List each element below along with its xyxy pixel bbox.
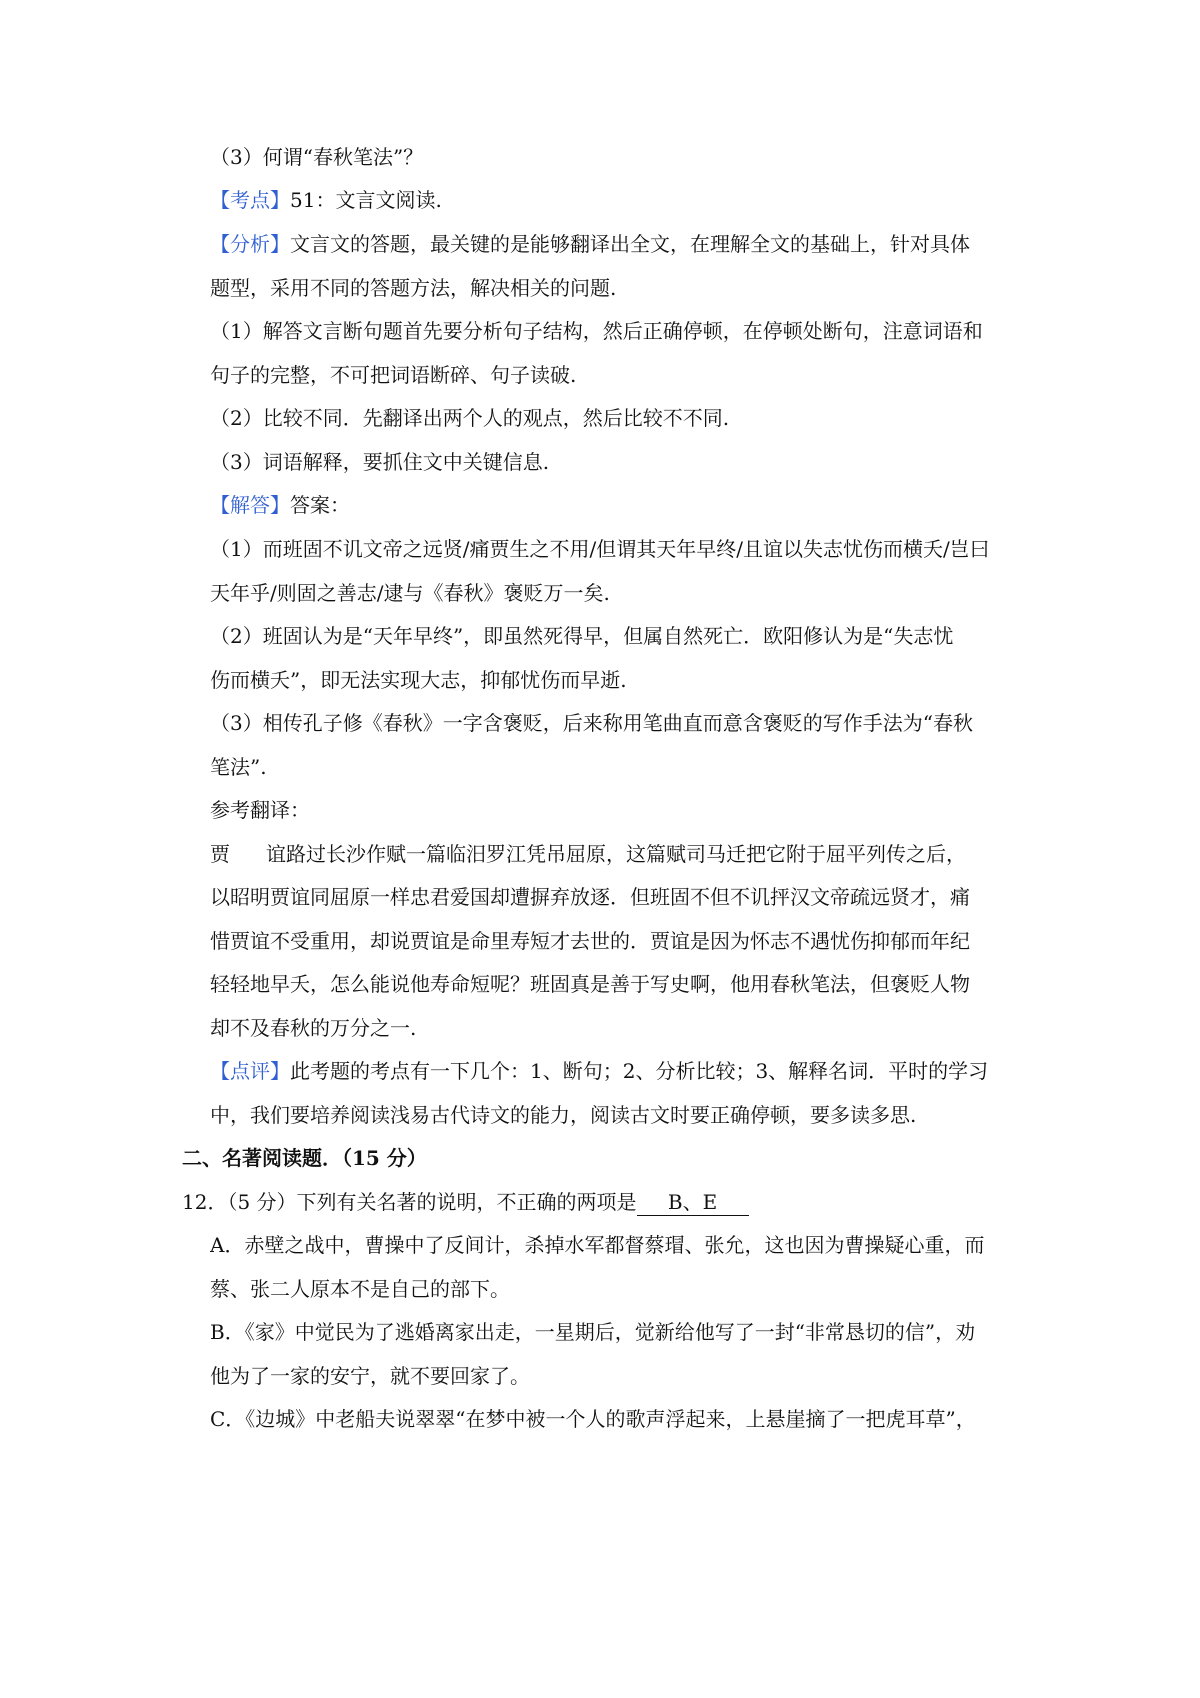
- jieda-line: [210, 490, 1030, 520]
- dianping-text-1: 此考题的考点有一下几个：1、断句；2、分析比较；3、解释名词．平时的学习: [290, 1059, 989, 1083]
- fenxi-line-2: 题型，采用不同的答题方法，解决相关的问题.: [210, 276, 617, 300]
- fenxi-line-1: [210, 229, 1030, 259]
- translation-line-1: [210, 839, 1030, 869]
- fenxi-point-2: （2）比较不同．先翻译出两个人的观点，然后比较不不同.: [210, 406, 730, 430]
- translation-line-2: 以昭明贾谊同屈原一样忠君爱国却遭摒弃放逐．但班固不但不讥抨汉文帝疏远贤才，痛: [210, 885, 970, 909]
- question-3-text: （3）何谓“春秋笔法”？: [210, 145, 424, 169]
- translation-line-4: 轻轻地早夭，怎么能说他寿命短呢？班固真是善于写史啊，他用春秋笔法，但褒贬人物: [210, 972, 970, 996]
- answer-2a: （2）班固认为是“天年早终”，即虽然死得早，但属自然死亡．欧阳修认为是“失志忧: [210, 624, 954, 648]
- question-12-prompt: 12．（5 分）下列有关名著的说明，不正确的两项是: [182, 1190, 637, 1214]
- option-a-line-1: A．赤壁之战中，曹操中了反间计，杀掉水军都督蔡瑁、张允，这也因为曹操疑心重，而: [210, 1233, 985, 1257]
- answer-3a: （3）相传孔子修《春秋》一字含褒贬，后来称用笔曲直而意含褒贬的写作手法为“春秋: [210, 711, 973, 735]
- answer-1b: 天年乎/则固之善志/逮与《春秋》褒贬万一矣.: [210, 581, 610, 605]
- question-12-answer: B、E: [637, 1189, 749, 1216]
- option-c-line-1: C．《边城》中老船夫说翠翠“在梦中被一个人的歌声浮起来，上悬崖摘了一把虎耳草”，: [210, 1407, 976, 1431]
- kaodian-tag: 【考点】: [210, 188, 290, 212]
- translation-line-5: 却不及春秋的万分之一.: [210, 1016, 417, 1040]
- option-b-line-2: 他为了一家的安宁，就不要回家了。: [210, 1364, 530, 1388]
- fenxi-point-1b: 句子的完整，不可把词语断碎、句子读破.: [210, 363, 577, 387]
- fenxi-text-1: 文言文的答题，最关键的是能够翻译出全文，在理解全文的基础上，针对具体: [290, 232, 970, 256]
- fenxi-point-3: （3）词语解释，要抓住文中关键信息.: [210, 450, 550, 474]
- section-2-heading: 二、名著阅读题．（15 分）: [182, 1146, 427, 1170]
- option-b-line-1: B．《家》中觉民为了逃婚离家出走，一星期后，觉新给他写了一封“非常恳切的信”，劝: [210, 1320, 976, 1344]
- answer-2b: 伤而横夭”，即无法实现大志，抑郁忧伤而早逝.: [210, 668, 627, 692]
- kaodian-line: [210, 185, 1030, 215]
- kaodian-text: 51：文言文阅读.: [290, 188, 442, 212]
- jieda-text: 答案：: [290, 493, 350, 517]
- option-a-line-2: 蔡、张二人原本不是自己的部下。: [210, 1277, 510, 1301]
- dianping-line-1: [210, 1056, 1030, 1086]
- dianping-line-2: 中，我们要培养阅读浅易古代诗文的能力，阅读古文时要正确停顿，要多读多思.: [210, 1103, 917, 1127]
- fenxi-tag: 【分析】: [210, 232, 290, 256]
- question-12-line: [182, 1187, 1002, 1217]
- translation-first-rest: 谊路过长沙作赋一篇临汨罗江凭吊屈原，这篇赋司马迁把它附于屈平列传之后，: [266, 842, 966, 866]
- answer-1a: （1）而班固不讥文帝之远贤/痛贾生之不用/但谓其天年早终/且谊以失志忧伤而横夭/岂曰: [210, 537, 990, 561]
- dianping-tag: 【点评】: [210, 1059, 290, 1083]
- translation-line-3: 惜贾谊不受重用，却说贾谊是命里寿短才去世的．贾谊是因为怀志不遇忧伤抑郁而年纪: [210, 929, 970, 953]
- fenxi-point-1a: （1）解答文言断句题首先要分析句子结构，然后正确停顿，在停顿处断句，注意词语和: [210, 319, 983, 343]
- translation-first-char: 贾: [210, 842, 230, 866]
- translation-heading: 参考翻译：: [210, 798, 310, 822]
- jieda-tag: 【解答】: [210, 493, 290, 517]
- answer-3b: 笔法”.: [210, 755, 267, 779]
